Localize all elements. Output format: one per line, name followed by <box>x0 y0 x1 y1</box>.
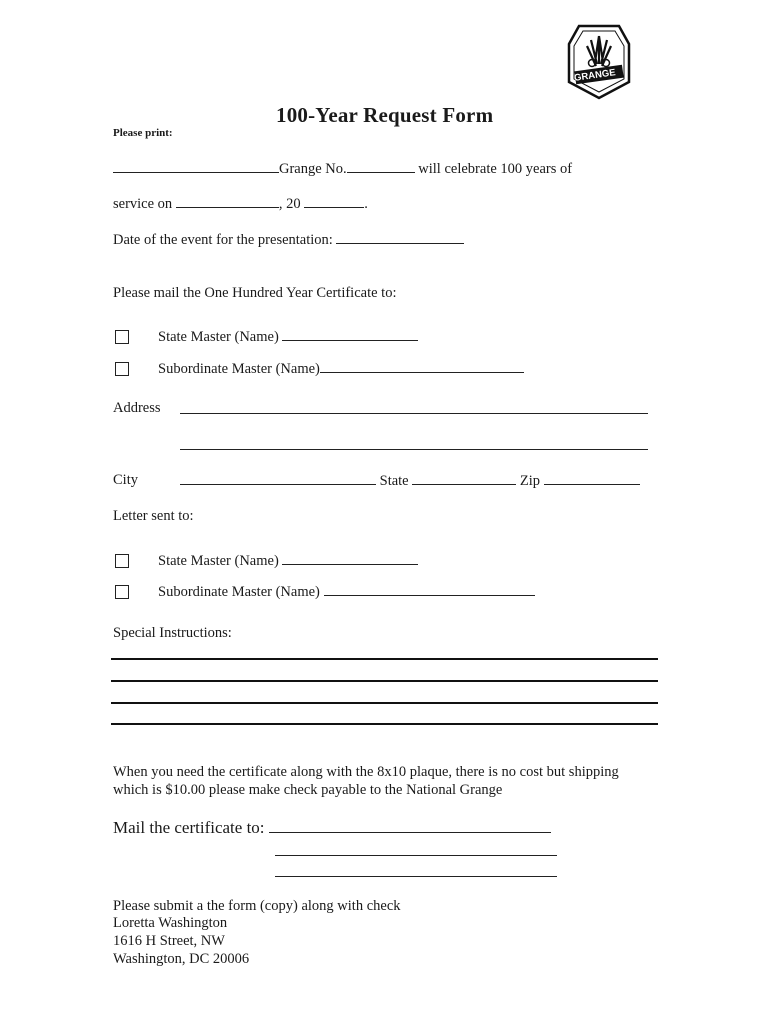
letter-sent-label: Letter sent to: <box>113 508 194 524</box>
grange-name-field[interactable] <box>113 160 279 173</box>
letter-subordinate-master-name-field[interactable] <box>324 583 535 596</box>
instructions-line-3[interactable] <box>111 702 658 704</box>
city-state-zip-line <box>180 472 640 490</box>
service-date-field[interactable] <box>176 195 279 208</box>
service-line <box>113 195 368 213</box>
state-master-checkbox[interactable] <box>115 330 129 344</box>
address-field-2[interactable] <box>180 449 648 450</box>
letter-state-master-label: State Master (Name) <box>158 553 279 569</box>
state-master-label: State Master (Name) <box>158 329 279 345</box>
letter-subordinate-master-label: Subordinate Master (Name) <box>158 584 320 600</box>
plaque-note-line-2: which is $10.00 please make check payable to the National Grange <box>113 782 503 798</box>
event-date-line <box>113 231 464 249</box>
grange-emblem-icon <box>565 22 633 100</box>
subordinate-master-line <box>158 360 524 378</box>
submit-line-4: Washington, DC 20006 <box>113 951 250 967</box>
please-print-label: Please print: <box>113 127 173 139</box>
special-instructions-label: Special Instructions: <box>113 625 232 641</box>
address-label: Address <box>113 400 161 416</box>
logo-text: GRANGE <box>573 67 617 84</box>
address-field-1[interactable] <box>180 413 648 414</box>
letter-subordinate-master-line <box>158 583 535 601</box>
mail-to-field-1[interactable] <box>269 817 551 833</box>
mail-certificate-to-label: Mail the certificate to: <box>113 818 265 837</box>
service-year-field[interactable] <box>304 195 364 208</box>
plaque-note-line-1: When you need the certificate along with the 8x10 plaque, there is no cost but shipping <box>113 764 619 780</box>
comma-20-label: , 20 <box>278 196 301 212</box>
celebrate-label: will celebrate 100 years of <box>418 161 573 177</box>
state-field[interactable] <box>412 472 516 485</box>
event-date-label: Date of the event for the presentation: <box>113 232 333 248</box>
mail-to-field-2[interactable] <box>275 855 557 856</box>
subordinate-master-label: Subordinate Master (Name) <box>158 361 320 377</box>
city-label: City <box>113 472 138 488</box>
grange-no-label: Grange No. <box>279 161 347 177</box>
event-date-field[interactable] <box>336 231 464 244</box>
mail-cert-label: Please mail the One Hundred Year Certificate to: <box>113 285 397 301</box>
submit-line-1: Please submit a the form (copy) along with check <box>113 898 401 914</box>
subordinate-master-checkbox[interactable] <box>115 362 129 376</box>
submit-line-2: Loretta Washington <box>113 915 228 931</box>
state-master-line <box>158 328 418 346</box>
instructions-line-2[interactable] <box>111 680 658 682</box>
mail-to-field-3[interactable] <box>275 876 557 877</box>
letter-state-master-checkbox[interactable] <box>115 554 129 568</box>
page-title: 100-Year Request Form <box>276 103 494 127</box>
zip-field[interactable] <box>544 472 640 485</box>
zip-label: Zip <box>519 473 541 489</box>
letter-state-master-name-field[interactable] <box>282 552 418 565</box>
city-field[interactable] <box>180 472 376 485</box>
letter-state-master-line <box>158 552 418 570</box>
service-on-label: service on <box>113 196 173 212</box>
grange-number-field[interactable] <box>347 160 415 173</box>
state-label: State <box>379 473 409 489</box>
instructions-line-1[interactable] <box>111 658 658 660</box>
grange-line <box>113 160 572 178</box>
period: . <box>364 196 368 212</box>
instructions-line-4[interactable] <box>111 723 658 725</box>
state-master-name-field[interactable] <box>282 328 418 341</box>
mail-certificate-to-line <box>113 817 551 838</box>
subordinate-master-name-field[interactable] <box>320 360 524 373</box>
letter-subordinate-master-checkbox[interactable] <box>115 585 129 599</box>
submit-line-3: 1616 H Street, NW <box>113 933 225 949</box>
